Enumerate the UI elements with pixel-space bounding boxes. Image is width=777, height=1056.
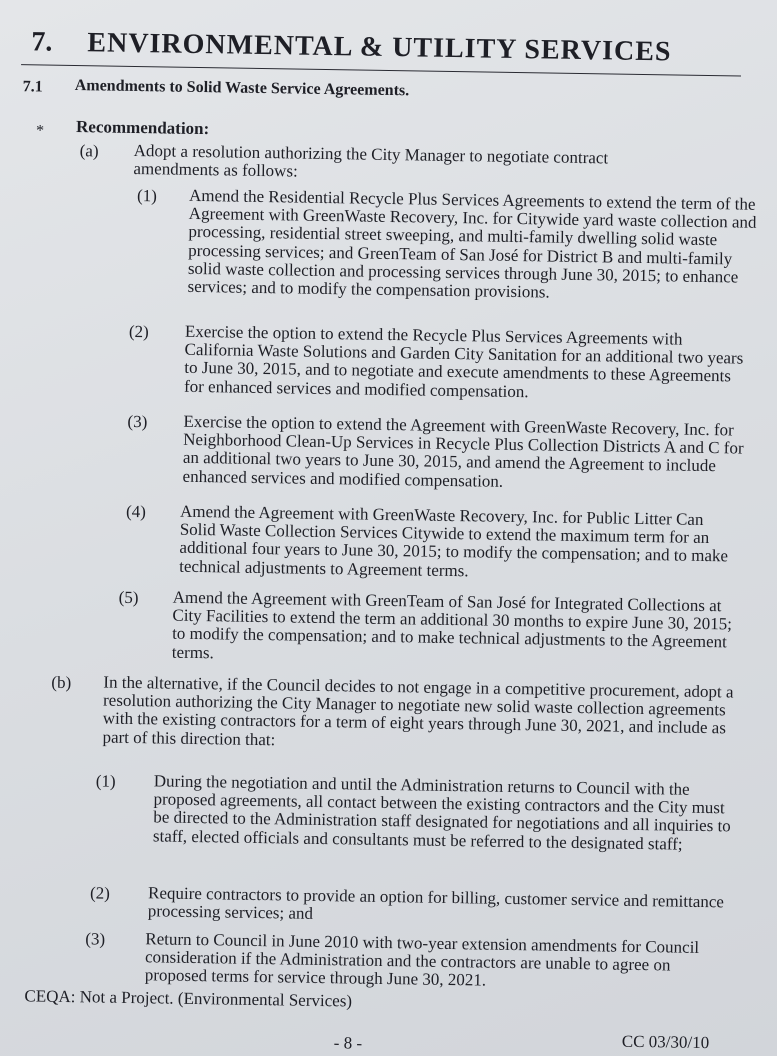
item-b2-label: (2): [89, 883, 111, 903]
page-number: - 8 -: [333, 1033, 363, 1053]
subsection-number: 7.1: [22, 78, 43, 96]
item-a5-label: (5): [118, 587, 139, 608]
ceqa-note: CEQA: Not a Project. (Environmental Services): [24, 986, 353, 1011]
item-b-text: In the alternative, if the Council decides to not engage in a competitive procurement, adopt a resolution authorizing the City Manager to negotiate new solid waste collection agreements with the existing contractors for a term of eight years through June 30, 2021, and include as part of this direction that:: [102, 672, 734, 749]
item-b3-text: Return to Council in June 2010 with two-year extension amendments for Council consideration if the Administration and the contractors are unable to agree on proposed terms for service through June 30, 2021.: [144, 929, 700, 991]
asterisk-marker: *: [35, 122, 45, 140]
section-title: ENVIRONMENTAL & UTILITY SERVICES: [87, 27, 672, 68]
item-a3-text: Exercise the option to extend the Agreement with GreenWaste Recovery, Inc. for Neighborhood Clean-Up Services in Recycle Plus Collection Districts A and C for an additional two years to June 30, 2015, and amend the Agreement to include enhanced services and modified compensation.: [182, 411, 744, 491]
item-b-label: (b): [51, 672, 72, 693]
item-a5-text: Amend the Agreement with GreenTeam of San José for Integrated Collections at City Facilities to extend the term an additional 30 months to expire June 30, 2015; to modify the compensation; and to make technical adjustments to the Agreement terms.: [171, 587, 733, 662]
item-a4-label: (4): [125, 501, 147, 522]
item-a4-text: Amend the Agreement with GreenWaste Recovery, Inc. for Public Litter Can Solid Waste Collection Services Citywide to extend the maximum term for an additional four years to June 30, 2015; to modify the compensation; and to make technical adjustments to Agreement terms.: [179, 501, 729, 580]
item-a2-label: (2): [128, 321, 149, 342]
item-a2-text: Exercise the option to extend the Recycle Plus Services Agreements with California Waste Solutions and Garden City Sanitation for an additional two years to June 30, 2015, and to negotiate and execute amendments to these Agreements for enhanced services and modified compensation.: [183, 321, 744, 401]
item-a1-label: (1): [136, 186, 158, 206]
item-b2-text: Require contractors to provide an option for billing, customer service and remittance processing services; and: [147, 883, 725, 924]
item-b3-label: (3): [85, 929, 106, 949]
section-heading: [21, 24, 742, 76]
document-code: CC 03/30/10: [621, 1031, 710, 1053]
item-b1-text: During the negotiation and until the Administration returns to Council with the proposed agreements, all contact between the existing contractors and the City must be directed to the Administration staff designated for negotiations and all inquiries to staff, elected officials and consultants must be referred to the designated staff;: [152, 771, 731, 854]
item-b1-label: (1): [95, 771, 116, 791]
item-a-text: Adopt a resolution authorizing the City Manager to negotiate contract amendments as follows:: [133, 140, 609, 181]
item-a3-label: (3): [127, 411, 148, 432]
subsection-title: Amendments to Solid Waste Service Agreements.: [74, 77, 410, 100]
scanned-sheet: [0, 6, 770, 1056]
item-a1-text: Amend the Residential Recycle Plus Services Agreements to extend the term of the Agreement with GreenWaste Recovery, Inc. for Citywide yard waste collection and processing, residential street sweeping, and multi-family dwelling solid waste processing services; and GreenTeam of San José for District B and multi-family solid waste collection and processing services through June 30, 2015; to enhance services; and to modify the compensation provisions.: [187, 185, 757, 302]
item-a-label: (a): [79, 141, 99, 161]
recommendation-label: Recommendation:: [75, 117, 210, 139]
section-number: 7.: [31, 26, 53, 58]
